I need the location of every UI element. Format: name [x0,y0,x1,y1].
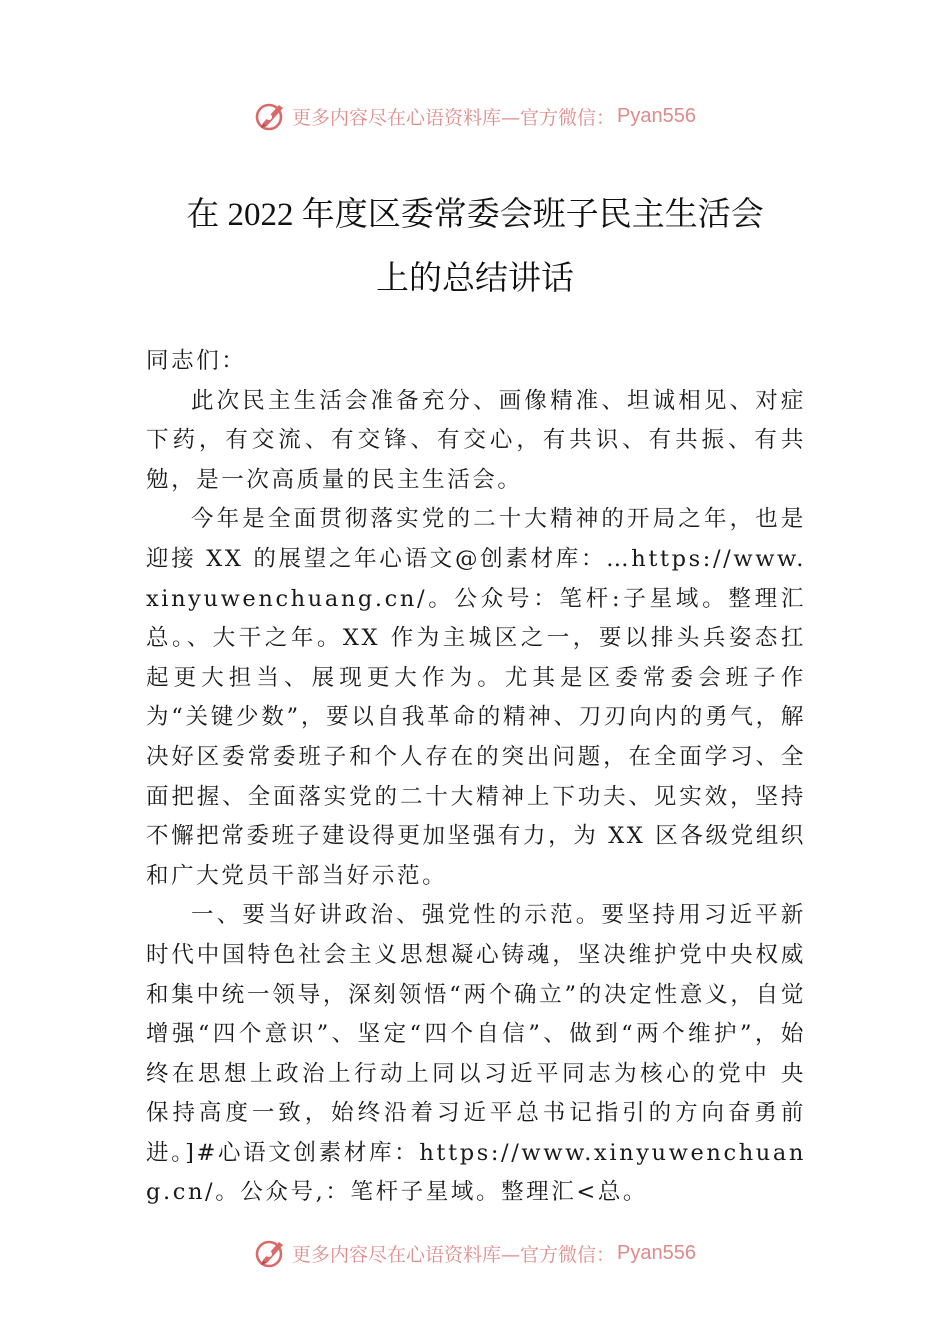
pen-logo-icon [254,1236,288,1270]
document-body [146,342,806,1213]
document-title-line-1: 在 2022 年度区委常委会班子民主生活会 [186,197,764,233]
header-watermark [0,96,950,136]
watermark-wechat-id: Pyan556 [617,1241,696,1264]
paragraph-2: 今年是全面贯彻落实党的二十大精神的开局之年，也是迎接 XX 的展望之年心语文@创素材库：…https://www.xinyuwenchuang.cn/。公众号：笔杆:子星域。整理汇总。、大干之年。XX 作为主城区之一，要以排头兵姿态扛起更大担当、展现更大作为。尤其是区委常委会班子作为“关键少数”，要以自我革命的精神、刀刃向内的勇气，解决好区委常委班子和个人存在的突出问题，在全面学习、全面把握、全面落实党的二十大精神上下功夫、见实效，坚持不懈把常委班子建设得更加坚强有力，为 XX 区各级党组织和广大党员干部当好示范。 [146,506,806,889]
greeting: 同志们： [146,348,247,374]
watermark-text: 更多内容尽在心语资料库—官方微信： [292,106,616,129]
paragraph-1: 此次民主生活会准备充分、画像精准、坦诚相见、对症下药，有交流、有交锋、有交心，有共识、有共振、有共勉，是一次高质量的民主生活会。 [146,387,806,493]
paragraph-3: 一、要当好讲政治、强党性的示范。要坚持用习近平新时代中国特色社会主义思想凝心铸魂，坚决维护党中央权威和集中统一领导，深刻领悟“两个确立”的决定性意义，自觉增强“四个意识”、坚定“四个自信”、做到“两个维护”，始终在思想上政治上行动上同以习近平同志为核心的党中 央保持高度一致，始终沿着习近平总书记指引的方向奋勇前进。]#心语文创素材库：https://www.xinyuwenchuang.cn/。公众号,：笔杆子星域。整理汇<总。 [146,902,806,1206]
pen-logo-icon [254,99,288,133]
document-title-line-2: 上的总结讲话 [376,261,574,297]
watermark-wechat-id: Pyan556 [617,104,696,127]
watermark-text: 更多内容尽在心语资料库—官方微信： [292,1243,616,1266]
footer-watermark [0,1233,950,1273]
